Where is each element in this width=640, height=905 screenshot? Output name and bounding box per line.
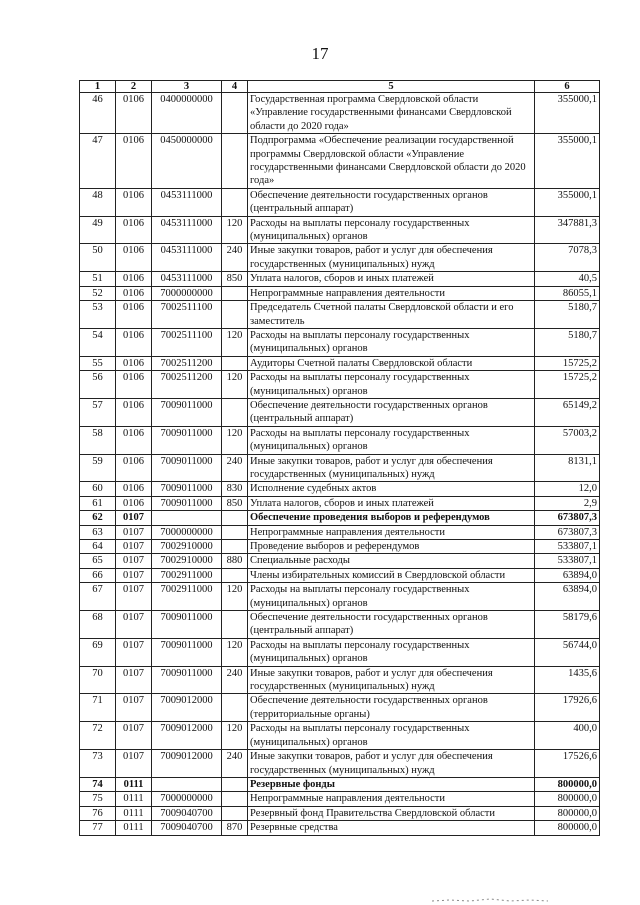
- cell-expense-type: 120: [222, 328, 248, 356]
- col-header-target-article: 3: [152, 81, 222, 93]
- cell-expense-type: [222, 93, 248, 134]
- cell-target-article: [152, 511, 222, 525]
- cell-name: Подпрограмма «Обеспечение реализации государственной программы Свердловской области «Управление государственными финансами Свердловской области до 2020 года»: [248, 134, 535, 189]
- cell-amount: 800000,0: [535, 821, 600, 835]
- cell-amount: 673807,3: [535, 525, 600, 539]
- table-row: [80, 611, 600, 639]
- table-row: [80, 511, 600, 525]
- table-row: [80, 93, 600, 134]
- cell-expense-type: [222, 188, 248, 216]
- cell-target-article: 7009011000: [152, 454, 222, 482]
- cell-row-number: 63: [80, 525, 116, 539]
- cell-amount: 5180,7: [535, 328, 600, 356]
- cell-target-article: 7000000000: [152, 525, 222, 539]
- cell-target-article: 7009040700: [152, 821, 222, 835]
- cell-row-number: 76: [80, 806, 116, 820]
- cell-expense-type: 240: [222, 666, 248, 694]
- cell-target-article: 7009011000: [152, 611, 222, 639]
- cell-expense-type: [222, 511, 248, 525]
- cell-row-number: 46: [80, 93, 116, 134]
- table-row: [80, 821, 600, 835]
- cell-section: 0106: [116, 244, 152, 272]
- cell-expense-type: 850: [222, 496, 248, 510]
- cell-expense-type: [222, 540, 248, 554]
- table-row: [80, 806, 600, 820]
- table-row: [80, 554, 600, 568]
- cell-name: Иные закупки товаров, работ и услуг для обеспечения государственных (муниципальных) нужд: [248, 244, 535, 272]
- cell-row-number: 71: [80, 694, 116, 722]
- header-row: [80, 81, 600, 93]
- cell-expense-type: [222, 134, 248, 189]
- cell-name: Уплата налогов, сборов и иных платежей: [248, 272, 535, 286]
- table-row: [80, 694, 600, 722]
- cell-expense-type: [222, 568, 248, 582]
- cell-amount: 58179,6: [535, 611, 600, 639]
- cell-amount: 8131,1: [535, 454, 600, 482]
- cell-target-article: 0453111000: [152, 216, 222, 244]
- table-row: [80, 244, 600, 272]
- cell-target-article: 7009040700: [152, 806, 222, 820]
- cell-amount: 56744,0: [535, 638, 600, 666]
- cell-amount: 355000,1: [535, 188, 600, 216]
- cell-target-article: 7009011000: [152, 482, 222, 496]
- cell-expense-type: 870: [222, 821, 248, 835]
- cell-amount: 533807,1: [535, 554, 600, 568]
- cell-expense-type: 850: [222, 272, 248, 286]
- table-row: [80, 426, 600, 454]
- cell-section: 0106: [116, 356, 152, 370]
- cell-expense-type: [222, 806, 248, 820]
- table-row: [80, 638, 600, 666]
- cell-row-number: 50: [80, 244, 116, 272]
- cell-name: Обеспечение деятельности государственных органов (территориальные органы): [248, 694, 535, 722]
- cell-section: 0107: [116, 666, 152, 694]
- cell-amount: 800000,0: [535, 777, 600, 791]
- table-row: [80, 272, 600, 286]
- cell-name: Обеспечение деятельности государственных органов (центральный аппарат): [248, 611, 535, 639]
- cell-section: 0107: [116, 694, 152, 722]
- cell-row-number: 58: [80, 426, 116, 454]
- cell-section: 0107: [116, 568, 152, 582]
- cell-row-number: 60: [80, 482, 116, 496]
- cell-row-number: 57: [80, 398, 116, 426]
- cell-amount: 533807,1: [535, 540, 600, 554]
- cell-target-article: 7009011000: [152, 398, 222, 426]
- cell-row-number: 69: [80, 638, 116, 666]
- cell-expense-type: 120: [222, 722, 248, 750]
- table-row: [80, 482, 600, 496]
- cell-section: 0106: [116, 301, 152, 329]
- cell-amount: 5180,7: [535, 301, 600, 329]
- cell-row-number: 54: [80, 328, 116, 356]
- table-row: [80, 301, 600, 329]
- table-row: [80, 371, 600, 399]
- cell-section: 0106: [116, 328, 152, 356]
- cell-amount: 400,0: [535, 722, 600, 750]
- cell-amount: 347881,3: [535, 216, 600, 244]
- table-row: [80, 525, 600, 539]
- cell-expense-type: 240: [222, 454, 248, 482]
- table-row: [80, 216, 600, 244]
- cell-section: 0107: [116, 540, 152, 554]
- cell-amount: 355000,1: [535, 134, 600, 189]
- cell-section: 0106: [116, 454, 152, 482]
- cell-name: Непрограммные направления деятельности: [248, 286, 535, 300]
- cell-row-number: 77: [80, 821, 116, 835]
- cell-row-number: 65: [80, 554, 116, 568]
- col-header-expense-type: 4: [222, 81, 248, 93]
- col-header-name: 5: [248, 81, 535, 93]
- cell-expense-type: 120: [222, 216, 248, 244]
- cell-section: 0107: [116, 611, 152, 639]
- cell-section: 0107: [116, 511, 152, 525]
- cell-target-article: 7002511200: [152, 356, 222, 370]
- cell-amount: 40,5: [535, 272, 600, 286]
- cell-row-number: 52: [80, 286, 116, 300]
- cell-section: 0111: [116, 777, 152, 791]
- table-row: [80, 540, 600, 554]
- cell-target-article: 7002511100: [152, 301, 222, 329]
- cell-row-number: 47: [80, 134, 116, 189]
- cell-name: Обеспечение проведения выборов и референдумов: [248, 511, 535, 525]
- cell-name: Расходы на выплаты персоналу государственных (муниципальных) органов: [248, 722, 535, 750]
- cell-section: 0106: [116, 482, 152, 496]
- cell-section: 0106: [116, 398, 152, 426]
- cell-target-article: 7009011000: [152, 666, 222, 694]
- cell-amount: 57003,2: [535, 426, 600, 454]
- cell-section: 0107: [116, 750, 152, 778]
- table-row: [80, 286, 600, 300]
- cell-amount: 12,0: [535, 482, 600, 496]
- cell-name: Обеспечение деятельности государственных органов (центральный аппарат): [248, 188, 535, 216]
- cell-row-number: 49: [80, 216, 116, 244]
- col-header-row-number: 1: [80, 81, 116, 93]
- cell-section: 0106: [116, 188, 152, 216]
- cell-target-article: 7002511200: [152, 371, 222, 399]
- cell-name: Иные закупки товаров, работ и услуг для обеспечения государственных (муниципальных) нужд: [248, 666, 535, 694]
- table-row: [80, 750, 600, 778]
- cell-expense-type: 240: [222, 244, 248, 272]
- cell-name: Расходы на выплаты персоналу государственных (муниципальных) органов: [248, 328, 535, 356]
- cell-name: Непрограммные направления деятельности: [248, 525, 535, 539]
- col-header-amount: 6: [535, 81, 600, 93]
- cell-target-article: 7009012000: [152, 694, 222, 722]
- cell-amount: 17526,6: [535, 750, 600, 778]
- cell-row-number: 66: [80, 568, 116, 582]
- cell-target-article: 7009012000: [152, 722, 222, 750]
- cell-name: Расходы на выплаты персоналу государственных (муниципальных) органов: [248, 583, 535, 611]
- cell-expense-type: [222, 611, 248, 639]
- scan-artifact: [430, 897, 550, 903]
- cell-expense-type: [222, 398, 248, 426]
- cell-name: Специальные расходы: [248, 554, 535, 568]
- cell-row-number: 59: [80, 454, 116, 482]
- cell-expense-type: 830: [222, 482, 248, 496]
- cell-target-article: 0453111000: [152, 188, 222, 216]
- cell-expense-type: 120: [222, 371, 248, 399]
- cell-section: 0107: [116, 525, 152, 539]
- cell-expense-type: [222, 356, 248, 370]
- cell-amount: 800000,0: [535, 792, 600, 806]
- cell-target-article: 7009011000: [152, 496, 222, 510]
- cell-name: Члены избирательных комиссий в Свердловской области: [248, 568, 535, 582]
- cell-section: 0111: [116, 792, 152, 806]
- cell-expense-type: [222, 301, 248, 329]
- table-row: [80, 666, 600, 694]
- cell-name: Председатель Счетной палаты Свердловской области и его заместитель: [248, 301, 535, 329]
- cell-section: 0111: [116, 821, 152, 835]
- cell-target-article: 7002911000: [152, 568, 222, 582]
- cell-row-number: 61: [80, 496, 116, 510]
- cell-amount: 673807,3: [535, 511, 600, 525]
- cell-target-article: 7002911000: [152, 583, 222, 611]
- cell-amount: 17926,6: [535, 694, 600, 722]
- table-row: [80, 188, 600, 216]
- cell-row-number: 72: [80, 722, 116, 750]
- cell-row-number: 55: [80, 356, 116, 370]
- cell-name: Иные закупки товаров, работ и услуг для обеспечения государственных (муниципальных) нужд: [248, 454, 535, 482]
- cell-amount: 1435,6: [535, 666, 600, 694]
- cell-name: Резервный фонд Правительства Свердловской области: [248, 806, 535, 820]
- cell-section: 0107: [116, 554, 152, 568]
- cell-section: 0106: [116, 496, 152, 510]
- cell-name: Резервные фонды: [248, 777, 535, 791]
- cell-target-article: 7009011000: [152, 426, 222, 454]
- cell-target-article: 0400000000: [152, 93, 222, 134]
- cell-section: 0107: [116, 638, 152, 666]
- page-number: 17: [311, 44, 329, 63]
- cell-amount: 800000,0: [535, 806, 600, 820]
- cell-name: Аудиторы Счетной палаты Свердловской области: [248, 356, 535, 370]
- cell-name: Расходы на выплаты персоналу государственных (муниципальных) органов: [248, 638, 535, 666]
- cell-name: Проведение выборов и референдумов: [248, 540, 535, 554]
- table-row: [80, 134, 600, 189]
- cell-amount: 65149,2: [535, 398, 600, 426]
- cell-name: Резервные средства: [248, 821, 535, 835]
- cell-row-number: 74: [80, 777, 116, 791]
- cell-amount: 86055,1: [535, 286, 600, 300]
- cell-row-number: 75: [80, 792, 116, 806]
- cell-name: Государственная программа Свердловской области «Управление государственными финансами Свердловской области до 2020 года»: [248, 93, 535, 134]
- cell-expense-type: [222, 694, 248, 722]
- cell-amount: 2,9: [535, 496, 600, 510]
- cell-expense-type: [222, 792, 248, 806]
- cell-name: Исполнение судебных актов: [248, 482, 535, 496]
- col-header-section: 2: [116, 81, 152, 93]
- cell-expense-type: 120: [222, 638, 248, 666]
- cell-row-number: 51: [80, 272, 116, 286]
- cell-target-article: 7009012000: [152, 750, 222, 778]
- cell-name: Обеспечение деятельности государственных органов (центральный аппарат): [248, 398, 535, 426]
- table-row: [80, 496, 600, 510]
- cell-name: Иные закупки товаров, работ и услуг для обеспечения государственных (муниципальных) нужд: [248, 750, 535, 778]
- cell-target-article: 7000000000: [152, 792, 222, 806]
- cell-amount: 63894,0: [535, 583, 600, 611]
- budget-table: [79, 80, 600, 836]
- table-row: [80, 583, 600, 611]
- cell-section: 0107: [116, 583, 152, 611]
- cell-target-article: 0453111000: [152, 244, 222, 272]
- cell-name: Непрограммные направления деятельности: [248, 792, 535, 806]
- table-row: [80, 398, 600, 426]
- cell-row-number: 70: [80, 666, 116, 694]
- cell-expense-type: [222, 525, 248, 539]
- cell-row-number: 56: [80, 371, 116, 399]
- cell-section: 0106: [116, 93, 152, 134]
- table-row: [80, 454, 600, 482]
- cell-expense-type: 120: [222, 426, 248, 454]
- cell-expense-type: 240: [222, 750, 248, 778]
- cell-name: Расходы на выплаты персоналу государственных (муниципальных) органов: [248, 426, 535, 454]
- cell-amount: 7078,3: [535, 244, 600, 272]
- cell-row-number: 48: [80, 188, 116, 216]
- cell-expense-type: [222, 286, 248, 300]
- table-row: [80, 328, 600, 356]
- table-body: [80, 93, 600, 836]
- cell-target-article: 7002910000: [152, 540, 222, 554]
- cell-target-article: [152, 777, 222, 791]
- cell-section: 0107: [116, 722, 152, 750]
- table-row: [80, 356, 600, 370]
- cell-target-article: 0453111000: [152, 272, 222, 286]
- cell-amount: 15725,2: [535, 356, 600, 370]
- cell-row-number: 68: [80, 611, 116, 639]
- cell-section: 0106: [116, 371, 152, 399]
- table-row: [80, 568, 600, 582]
- cell-target-article: 7009011000: [152, 638, 222, 666]
- cell-section: 0106: [116, 286, 152, 300]
- cell-target-article: 0450000000: [152, 134, 222, 189]
- cell-section: 0111: [116, 806, 152, 820]
- cell-name: Расходы на выплаты персоналу государственных (муниципальных) органов: [248, 371, 535, 399]
- cell-target-article: 7002910000: [152, 554, 222, 568]
- cell-target-article: 7000000000: [152, 286, 222, 300]
- cell-name: Уплата налогов, сборов и иных платежей: [248, 496, 535, 510]
- cell-name: Расходы на выплаты персоналу государственных (муниципальных) органов: [248, 216, 535, 244]
- cell-section: 0106: [116, 426, 152, 454]
- cell-amount: 63894,0: [535, 568, 600, 582]
- table-row: [80, 777, 600, 791]
- cell-expense-type: 120: [222, 583, 248, 611]
- cell-row-number: 62: [80, 511, 116, 525]
- cell-section: 0106: [116, 272, 152, 286]
- cell-expense-type: [222, 777, 248, 791]
- cell-amount: 355000,1: [535, 93, 600, 134]
- cell-expense-type: 880: [222, 554, 248, 568]
- cell-target-article: 7002511100: [152, 328, 222, 356]
- cell-section: 0106: [116, 216, 152, 244]
- table-row: [80, 722, 600, 750]
- table-row: [80, 792, 600, 806]
- cell-row-number: 67: [80, 583, 116, 611]
- cell-row-number: 64: [80, 540, 116, 554]
- cell-row-number: 53: [80, 301, 116, 329]
- cell-section: 0106: [116, 134, 152, 189]
- cell-amount: 15725,2: [535, 371, 600, 399]
- cell-row-number: 73: [80, 750, 116, 778]
